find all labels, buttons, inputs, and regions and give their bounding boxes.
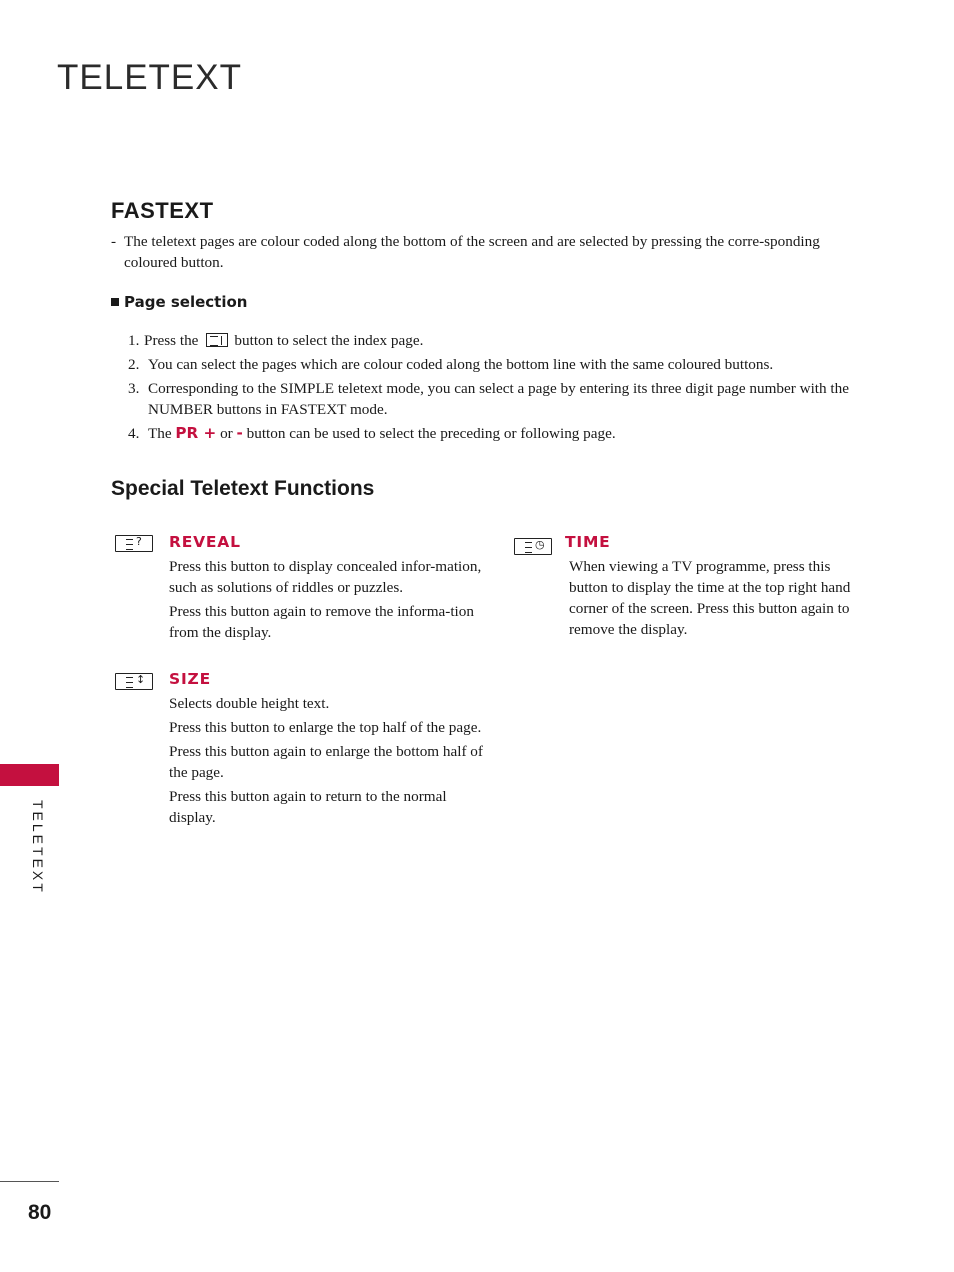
step-number: 2. — [128, 356, 140, 373]
intro-dash: - — [111, 233, 117, 250]
size-title: SIZE — [169, 670, 211, 688]
step-item — [128, 330, 876, 351]
index-icon — [206, 333, 228, 347]
reveal-title: REVEAL — [169, 533, 241, 551]
size-description — [169, 693, 487, 831]
step-number: 1. — [128, 332, 140, 349]
time-text-1: When viewing a TV programme, press this button to display the time at the top right hand corner of the screen. Press this button again to remove the display. — [569, 558, 851, 638]
page-selection-label: Page selection — [124, 293, 248, 311]
page-header-title: TELETEXT — [57, 58, 242, 97]
clock-icon: ◷ — [514, 538, 552, 555]
fastext-heading: FASTEXT — [111, 198, 214, 223]
step-number: 3. — [128, 380, 140, 397]
step-item — [128, 354, 876, 375]
page-selection-heading — [111, 293, 247, 311]
size-text-3: Press this button again to enlarge the bottom half of the page. — [169, 743, 483, 781]
bullet-square-icon — [111, 298, 119, 306]
step-item — [128, 378, 876, 420]
step-text-after: button to select the index page. — [234, 332, 424, 349]
step-number: 4. — [128, 425, 140, 442]
reveal-text-1: Press this button to display concealed infor-mation, such as solutions of riddles or puzzles. — [169, 558, 482, 596]
intro-text: The teletext pages are colour coded along the bottom of the screen and are selected by pressing the corre-sponding coloured button. — [124, 233, 820, 271]
page-number: 80 — [28, 1201, 52, 1224]
fastext-intro — [111, 231, 871, 273]
minus-label: - — [236, 424, 243, 442]
step-text: You can select the pages which are colour coded along the bottom line with the same coloured buttons. — [148, 356, 774, 373]
step-text-before: Press the — [144, 332, 199, 349]
special-functions-heading: Special Teletext Functions — [111, 477, 375, 500]
reveal-description — [169, 556, 487, 646]
step-text-or: or — [220, 425, 233, 442]
step-text-before: The — [148, 425, 172, 442]
size-icon: ↕ — [115, 673, 153, 690]
pr-plus-label: PR + — [175, 424, 217, 442]
step-item — [128, 423, 876, 444]
size-text-4: Press this button again to return to the normal display. — [169, 788, 447, 826]
step-text: Corresponding to the SIMPLE teletext mode, you can select a page by entering its three digit page number with the NUMBER buttons in FASTEXT mode. — [148, 380, 849, 418]
page-number-rule — [0, 1181, 59, 1182]
size-text-2: Press this button to enlarge the top half of the page. — [169, 719, 482, 736]
time-description — [569, 556, 871, 643]
size-text-1: Selects double height text. — [169, 695, 330, 712]
side-tab-bar — [0, 764, 59, 786]
time-title: TIME — [565, 533, 611, 551]
step-text-after: button can be used to select the preceding or following page. — [246, 425, 616, 442]
reveal-icon: ? — [115, 535, 153, 552]
page-selection-steps — [128, 330, 876, 447]
reveal-text-2: Press this button again to remove the informa-tion from the display. — [169, 603, 474, 641]
side-tab-label: TELETEXT — [30, 800, 46, 895]
